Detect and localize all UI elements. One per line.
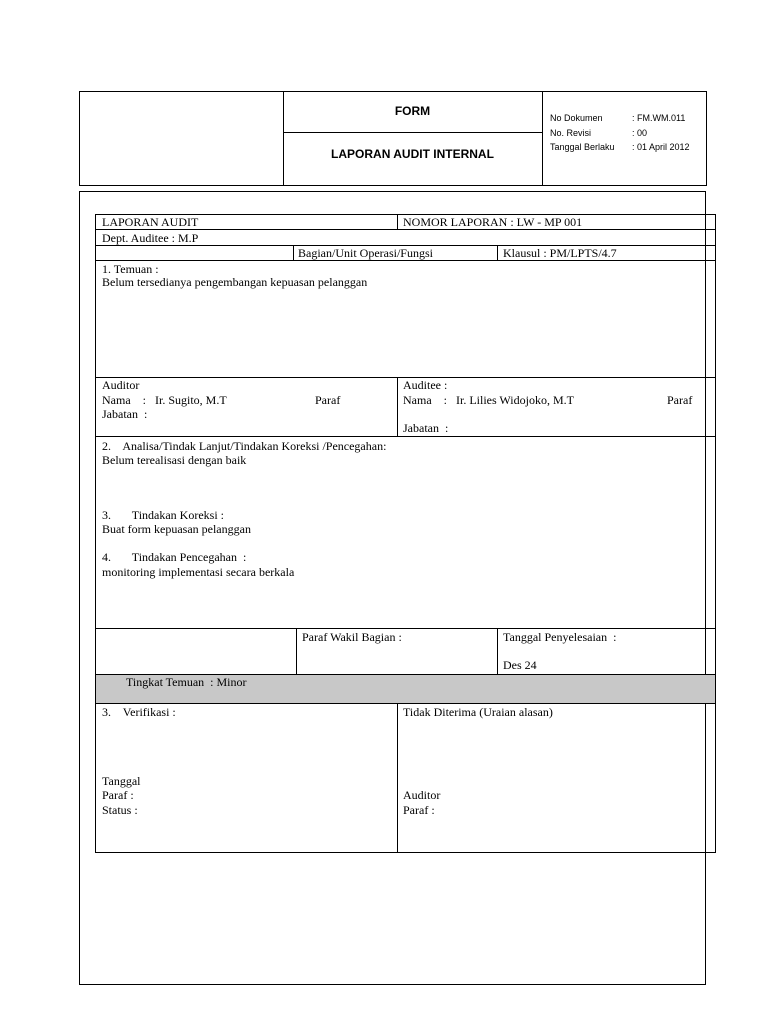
form-label: FORM bbox=[394, 104, 431, 118]
auditee-paraf: Paraf bbox=[667, 393, 693, 407]
doc-info-tanggal-value: : 01 April 2012 bbox=[632, 142, 690, 152]
auditor-paraf: Paraf bbox=[315, 393, 341, 407]
dept-auditee: Dept. Auditee : M.P bbox=[102, 231, 199, 245]
tidak-diterima-paraf: Paraf : bbox=[403, 803, 435, 817]
doc-info-no-dokumen-label: No Dokumen bbox=[550, 113, 603, 123]
tanggal-penyelesaian-label: Tanggal Penyelesaian : bbox=[503, 630, 617, 644]
doc-info-revisi-label: No. Revisi bbox=[550, 128, 592, 138]
koreksi-text: Buat form kepuasan pelanggan bbox=[102, 522, 251, 536]
tanggal-penyelesaian-value: Des 24 bbox=[503, 658, 537, 672]
pencegahan-text: monitoring implementasi secara berkala bbox=[102, 565, 295, 579]
outer-frame bbox=[79, 191, 706, 985]
auditor-jabatan: Jabatan : bbox=[102, 407, 148, 421]
analisa-text: Belum terealisasi dengan baik bbox=[102, 453, 247, 467]
doc-info-no-dokumen-value: : FM.WM.011 bbox=[632, 113, 686, 123]
analisa-heading: 2. Analisa/Tindak Lanjut/Tindakan Koreksi /Pencegahan: bbox=[102, 439, 387, 453]
auditee-nama: Nama : Ir. Lilies Widojoko, M.T bbox=[403, 393, 574, 407]
doc-info-tanggal-label: Tanggal Berlaku bbox=[550, 142, 615, 152]
verifikasi-paraf: Paraf : bbox=[102, 788, 134, 802]
auditee-jabatan: Jabatan : bbox=[403, 421, 449, 435]
doc-info-revisi-value: : 00 bbox=[632, 128, 648, 138]
verifikasi-tanggal: Tanggal bbox=[102, 774, 141, 788]
paraf-wakil-bagian: Paraf Wakil Bagian : bbox=[302, 630, 402, 644]
verifikasi-status: Status : bbox=[102, 803, 138, 817]
verifikasi-heading: 3. Verifikasi : bbox=[102, 705, 176, 719]
temuan-text: Belum tersedianya pengembangan kepuasan pelanggan bbox=[102, 275, 368, 289]
auditor-nama: Nama : Ir. Sugito, M.T bbox=[102, 393, 227, 407]
auditor-heading: Auditor bbox=[102, 378, 140, 392]
auditee-heading: Auditee : bbox=[403, 378, 448, 392]
laporan-audit-title: LAPORAN AUDIT bbox=[102, 215, 199, 229]
bagian-unit: Bagian/Unit Operasi/Fungsi bbox=[298, 246, 433, 260]
tidak-diterima-heading: Tidak Diterima (Uraian alasan) bbox=[403, 705, 553, 719]
koreksi-heading: 3. Tindakan Koreksi : bbox=[102, 508, 225, 522]
pencegahan-heading: 4. Tindakan Pencegahan : bbox=[102, 550, 247, 564]
klausul: Klausul : PM/LPTS/4.7 bbox=[503, 246, 617, 260]
tingkat-temuan: Tingkat Temuan : Minor bbox=[126, 675, 247, 689]
form-title: LAPORAN AUDIT INTERNAL bbox=[331, 147, 494, 161]
tidak-diterima-auditor: Auditor bbox=[403, 788, 441, 802]
temuan-heading: 1. Temuan : bbox=[102, 262, 159, 276]
nomor-laporan: NOMOR LAPORAN : LW - MP 001 bbox=[403, 215, 583, 229]
